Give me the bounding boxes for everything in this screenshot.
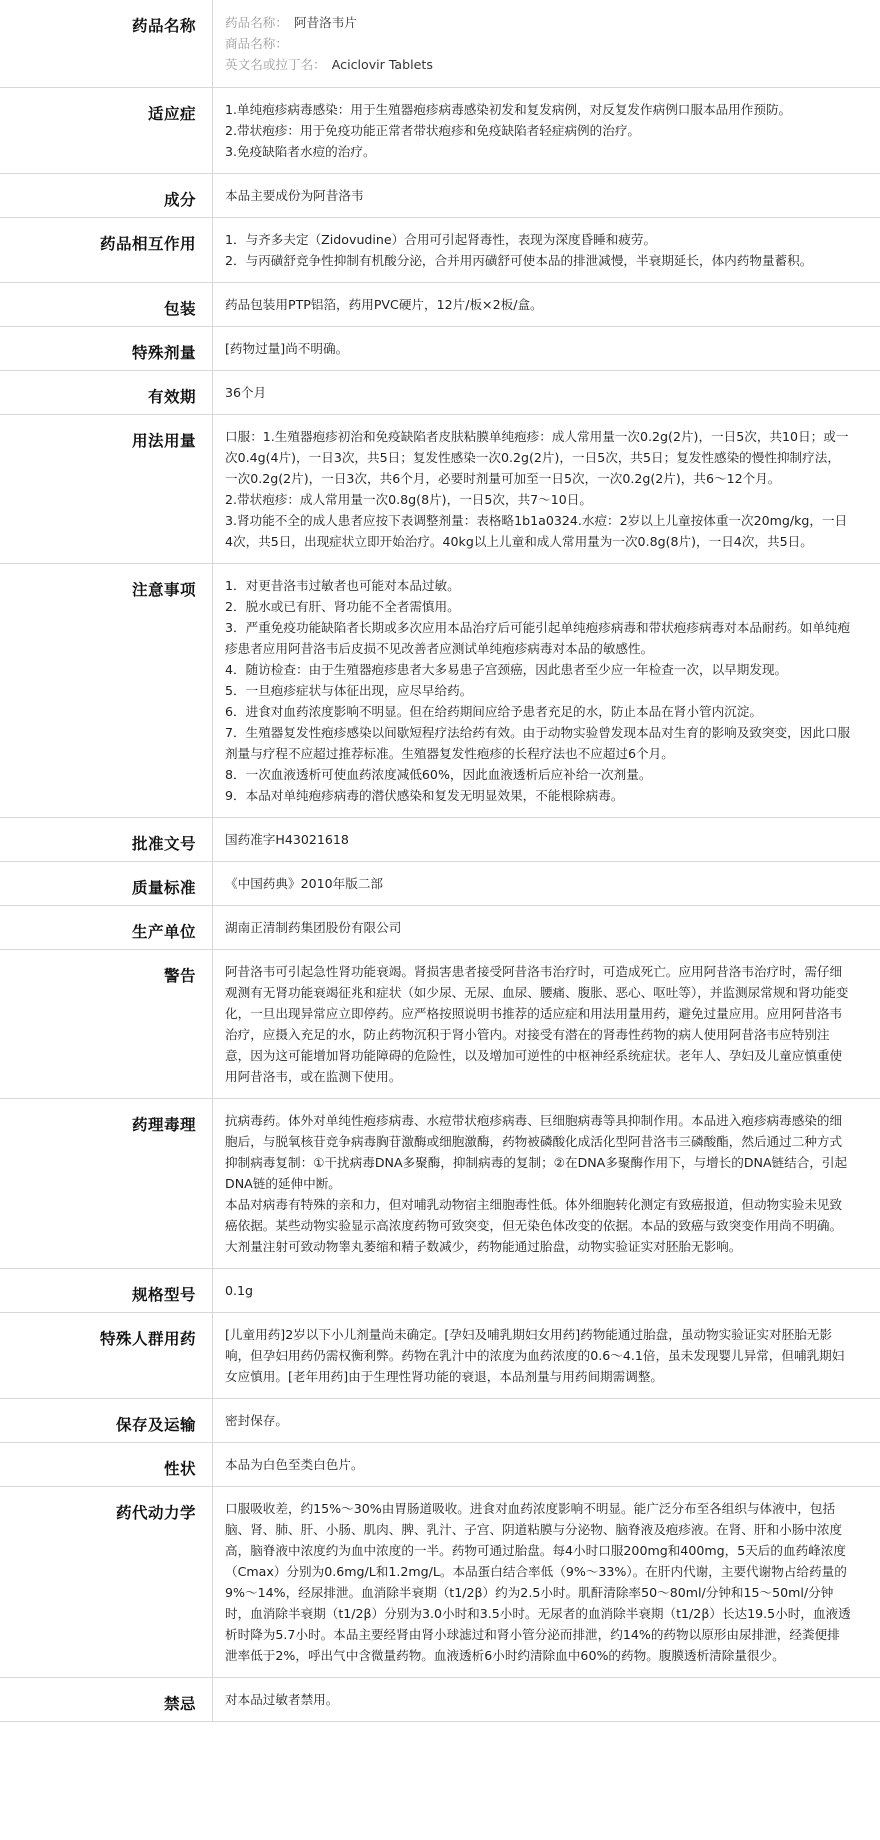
row-value (213, 415, 880, 563)
row-value (213, 906, 880, 949)
row-value-paragraph: 1.单纯疱疹病毒感染：用于生殖器疱疹病毒感染初发和复发病例，对反复发作病例口服本品用作预防。 (225, 102, 792, 117)
row-label-cell (0, 1313, 213, 1399)
row-value-paragraph: 3.免疫缺陷者水痘的治疗。 (225, 144, 376, 159)
spec-row (0, 1487, 880, 1678)
row-value-paragraph: 阿昔洛韦可引起急性肾功能衰竭。肾损害患者接受阿昔洛韦治疗时，可造成死亡。应用阿昔洛韦治疗时，需仔细观测有无肾功能衰竭征兆和症状（如少尿、无尿、血尿、腰痛、腹胀、恶心、呕吐等），并监测尿常规和肾功能变化，一旦出现异常应立即停药。应严格按照说明书推荐的适应症和用法用量用药，避免过量应用。应用阿昔洛韦治疗，应摄入充足的水，防止药物沉积于肾小管内。对接受有潜在的肾毒性药物的病人使用阿昔洛韦应特别注意，因为这可能增加肾功能障碍的危险性，以及增加可逆性的中枢神经系统症状。老年人、孕妇及儿童应慎重使用阿昔洛韦，或在监测下使用。 (225, 964, 849, 1084)
row-value-cell (213, 88, 880, 174)
row-label: 性状 (163, 1460, 196, 1478)
row-value-paragraph: [药物过量]尚不明确。 (225, 341, 349, 356)
row-value-paragraph: 2．与丙磺舒竞争性抑制有机酸分泌，合并用丙磺舒可使本品的排泄减慢，半衰期延长，体内药物量蓄积。 (225, 253, 813, 268)
row-value-paragraph: 1．与齐多夫定（Zidovudine）合用可引起肾毒性，表现为深度昏睡和疲劳。 (225, 232, 657, 247)
row-label: 药代动力学 (115, 1504, 196, 1522)
row-value-paragraph: 本品主要成份为阿昔洛韦 (225, 188, 364, 203)
row-value (213, 1443, 880, 1486)
english-name-line (225, 54, 851, 75)
row-label: 适应症 (147, 105, 196, 123)
row-value (213, 1487, 880, 1677)
row-value (213, 1678, 880, 1721)
row-label-cell (0, 218, 213, 283)
row-label: 注意事项 (131, 581, 196, 599)
row-label-cell (0, 88, 213, 174)
english-name-value: Aciclovir Tablets (331, 57, 433, 72)
spec-row (0, 218, 880, 283)
row-label-cell (0, 174, 213, 218)
row-label: 特殊剂量 (131, 344, 196, 362)
row-label: 生产单位 (131, 923, 196, 941)
row-value-cell (213, 862, 880, 906)
row-value-cell (213, 564, 880, 818)
row-value-cell (213, 1399, 880, 1443)
row-value-paragraph: 3.肾功能不全的成人患者应按下表调整剂量：表格略1b1a0324.水痘：2岁以上儿童按体重一次20mg/kg，一日4次，共5日，出现症状立即开始治疗。40kg以上儿童和成人常用量为一次0.8g(8片)，一日4次，共5日。 (225, 513, 848, 549)
row-value (213, 218, 880, 282)
row-label: 警告 (163, 967, 196, 985)
row-value-paragraph: 4．随访检查：由于生殖器疱疹患者大多易患子宫颈癌，因此患者至少应一年检查一次，以早期发现。 (225, 662, 788, 677)
row-value (213, 283, 880, 326)
row-label-cell (0, 371, 213, 415)
row-value (213, 1313, 880, 1398)
row-label: 规格型号 (131, 1286, 196, 1304)
row-label-cell (0, 1487, 213, 1678)
row-label-cell (0, 818, 213, 862)
row-label: 特殊人群用药 (99, 1330, 196, 1348)
row-value-paragraph: 口服：1.生殖器疱疹初治和免疫缺陷者皮肤粘膜单纯疱疹：成人常用量一次0.2g(2片)，一日5次，共10日；或一次0.4g(4片)，一日3次，共5日；复发性感染一次0.2g(2片)，一日5次，共5日；复发性感染的慢性抑制疗法，一次0.2g(2片)，一日3次，共6个月，必要时剂量可加至一日5次，一次0.2g(2片)，共6～12个月。 (225, 429, 849, 486)
spec-row (0, 327, 880, 371)
row-value-paragraph: 国药准字H43021618 (225, 832, 349, 847)
row-value-paragraph: 6．进食对血药浓度影响不明显。但在给药期间应给予患者充足的水，防止本品在肾小管内沉淀。 (225, 704, 762, 719)
row-value-paragraph: 7．生殖器复发性疱疹感染以间歇短程疗法给药有效。由于动物实验曾发现本品对生育的影响及致突变，因此口服剂量与疗程不应超过推荐标准。生殖器复发性疱疹的长程疗法也不应超过6个月。 (225, 725, 851, 761)
row-value-cell (213, 327, 880, 371)
row-value-cell (213, 818, 880, 862)
row-value-cell (213, 283, 880, 327)
row-label-cell (0, 415, 213, 564)
row-label: 药理毒理 (131, 1116, 196, 1134)
row-label: 药品相互作用 (99, 235, 196, 253)
spec-row (0, 906, 880, 950)
spec-row (0, 1399, 880, 1443)
spec-row (0, 564, 880, 818)
row-label-cell (0, 564, 213, 818)
row-value-cell (213, 0, 880, 88)
spec-row (0, 862, 880, 906)
row-value-cell (213, 371, 880, 415)
row-label: 保存及运输 (115, 1416, 196, 1434)
row-value (213, 371, 880, 414)
row-value (213, 88, 880, 173)
row-label-cell (0, 0, 213, 88)
row-label: 药品名称 (131, 17, 196, 35)
row-value-cell (213, 1487, 880, 1678)
row-value (213, 327, 880, 370)
row-value-cell (213, 950, 880, 1099)
trade-name-key: 商品名称： (225, 36, 288, 51)
row-value-paragraph: 抗病毒药。体外对单纯性疱疹病毒、水痘带状疱疹病毒、巨细胞病毒等具抑制作用。本品进入疱疹病毒感染的细胞后，与脱氧核苷竞争病毒胸苷激酶或细胞激酶，药物被磷酸化成活化型阿昔洛韦三磷酸酯，然后通过二种方式抑制病毒复制：①干扰病毒DNA多聚酶，抑制病毒的复制；②在DNA多聚酶作用下，与增长的DNA链结合，引起DNA链的延伸中断。 (225, 1113, 848, 1191)
row-value-paragraph: 《中国药典》2010年版二部 (225, 876, 383, 891)
row-value-cell (213, 415, 880, 564)
generic-name-key: 药品名称： (225, 15, 288, 30)
spec-row (0, 1443, 880, 1487)
spec-row (0, 283, 880, 327)
row-value (213, 1099, 880, 1268)
spec-row (0, 1269, 880, 1313)
row-value-cell (213, 1313, 880, 1399)
spec-row (0, 88, 880, 174)
row-value-paragraph: 1．对更昔洛韦过敏者也可能对本品过敏。 (225, 578, 460, 593)
row-value-paragraph: 药品包装用PTP铝箔，药用PVC硬片，12片/板×2板/盒。 (225, 297, 543, 312)
row-label-cell (0, 906, 213, 950)
row-value (213, 1399, 880, 1442)
row-value-cell (213, 1099, 880, 1269)
row-label-cell (0, 1099, 213, 1269)
spec-row (0, 415, 880, 564)
row-value-cell (213, 1678, 880, 1722)
row-drug-name (0, 0, 880, 88)
row-value-paragraph: 口服吸收差，约15%～30%由胃肠道吸收。进食对血药浓度影响不明显。能广泛分布至各组织与体液中，包括脑、肾、肺、肝、小肠、肌肉、脾、乳汁、子宫、阴道粘膜与分泌物、脑脊液及疱疹液。在肾、肝和小肠中浓度高，脑脊液中浓度约为血中浓度的一半。药物可通过胎盘。每4小时口服200mg和400mg，5天后的血药峰浓度（Cmax）分别为0.6mg/L和1.2mg/L。本品蛋白结合率低（9%～33%）。在肝内代谢，主要代谢物占给药量的9%～14%，经尿排泄。血消除半衰期（t1/2β）约为2.5小时。肌酐清除率50～80ml/分钟和15～50ml/分钟时，血消除半衰期（t1/2β）分别为3.0小时和3.5小时。无尿者的血消除半衰期（t1/2β）长达19.5小时，血液透析时降为5.7小时。本品主要经肾由肾小球滤过和肾小管分泌而排泄，约14%的药物以原形由尿排泄，经粪便排泄率低于2%，呼出气中含微量药物。血液透析6小时约清除血中60%的药物。腹膜透析清除量很少。 (225, 1501, 851, 1663)
row-value-paragraph: 2.带状疱疹：成人常用量一次0.8g(8片)，一日5次，共7～10日。 (225, 492, 592, 507)
row-value-paragraph: 2．脱水或已有肝、肾功能不全者需慎用。 (225, 599, 460, 614)
row-value-paragraph: 0.1g (225, 1283, 254, 1298)
row-value (213, 564, 880, 817)
generic-name-value: 阿昔洛韦片 (293, 15, 357, 30)
row-value-paragraph: 本品对病毒有特殊的亲和力，但对哺乳动物宿主细胞毒性低。体外细胞转化测定有致癌报道，但动物实验未见致癌依据。某些动物实验显示高浓度药物可致突变，但无染色体改变的依据。本品的致癌与致突变作用尚不明确。大剂量注射可致动物睾丸萎缩和精子数减少，药物能通过胎盘，动物实验证实对胚胎无影响。 (225, 1197, 843, 1254)
row-value-paragraph: 8．一次血液透析可使血药浓度减低60%，因此血液透析后应补给一次剂量。 (225, 767, 652, 782)
trade-name-line (225, 33, 851, 54)
row-value (213, 174, 880, 217)
spec-row (0, 1313, 880, 1399)
spec-row (0, 1099, 880, 1269)
generic-name-line (225, 12, 851, 33)
row-value-cell (213, 174, 880, 218)
english-name-key: 英文名或拉丁名： (225, 57, 326, 72)
row-label-cell (0, 950, 213, 1099)
row-value-paragraph: [儿童用药]2岁以下小儿剂量尚未确定。[孕妇及哺乳期妇女用药]药物能通过胎盘，虽动物实验证实对胚胎无影响，但孕妇用药仍需权衡利弊。药物在乳汁中的浓度为血药浓度的0.6～4.1倍，虽未发现婴儿异常，但哺乳期妇女应慎用。[老年用药]由于生理性肾功能的衰退，本品剂量与用药间期需调整。 (225, 1327, 845, 1384)
spec-row (0, 818, 880, 862)
row-value-cell (213, 1269, 880, 1313)
row-label-cell (0, 1678, 213, 1722)
row-value-paragraph: 5．一旦疱疹症状与体征出现，应尽早给药。 (225, 683, 473, 698)
row-value-paragraph: 9．本品对单纯疱疹病毒的潜伏感染和复发无明显效果，不能根除病毒。 (225, 788, 624, 803)
spec-row (0, 1678, 880, 1722)
row-value (213, 950, 880, 1098)
row-label-cell (0, 283, 213, 327)
row-value-paragraph: 3．严重免疫功能缺陷者长期或多次应用本品治疗后可能引起单纯疱疹病毒和带状疱疹病毒对本品耐药。如单纯疱疹患者应用阿昔洛韦后皮损不见改善者应测试单纯疱疹病毒对本品的敏感性。 (225, 620, 851, 656)
row-value-cell (213, 1443, 880, 1487)
row-value (213, 862, 880, 905)
row-label: 成分 (163, 191, 196, 209)
row-value-paragraph: 对本品过敏者禁用。 (225, 1692, 339, 1707)
row-label-cell (0, 327, 213, 371)
drug-name-values (213, 0, 880, 87)
row-value-paragraph: 密封保存。 (225, 1413, 288, 1428)
row-value (213, 1269, 880, 1312)
row-label: 质量标准 (131, 879, 196, 897)
spec-row (0, 174, 880, 218)
row-value-cell (213, 218, 880, 283)
row-label: 有效期 (147, 388, 196, 406)
row-label-cell (0, 1443, 213, 1487)
row-label: 批准文号 (131, 835, 196, 853)
row-label-cell (0, 862, 213, 906)
row-value-cell (213, 906, 880, 950)
spec-row (0, 371, 880, 415)
row-label: 用法用量 (131, 432, 196, 450)
spec-row (0, 950, 880, 1099)
row-value-paragraph: 本品为白色至类白色片。 (225, 1457, 364, 1472)
row-value-paragraph: 湖南正清制药集团股份有限公司 (225, 920, 402, 935)
row-label-cell (0, 1399, 213, 1443)
row-label: 包装 (163, 300, 196, 318)
row-value-paragraph: 36个月 (225, 385, 267, 400)
row-label: 禁忌 (163, 1695, 196, 1713)
row-value-paragraph: 2.带状疱疹：用于免疫功能正常者带状疱疹和免疫缺陷者轻症病例的治疗。 (225, 123, 641, 138)
row-value (213, 818, 880, 861)
row-label-cell (0, 1269, 213, 1313)
